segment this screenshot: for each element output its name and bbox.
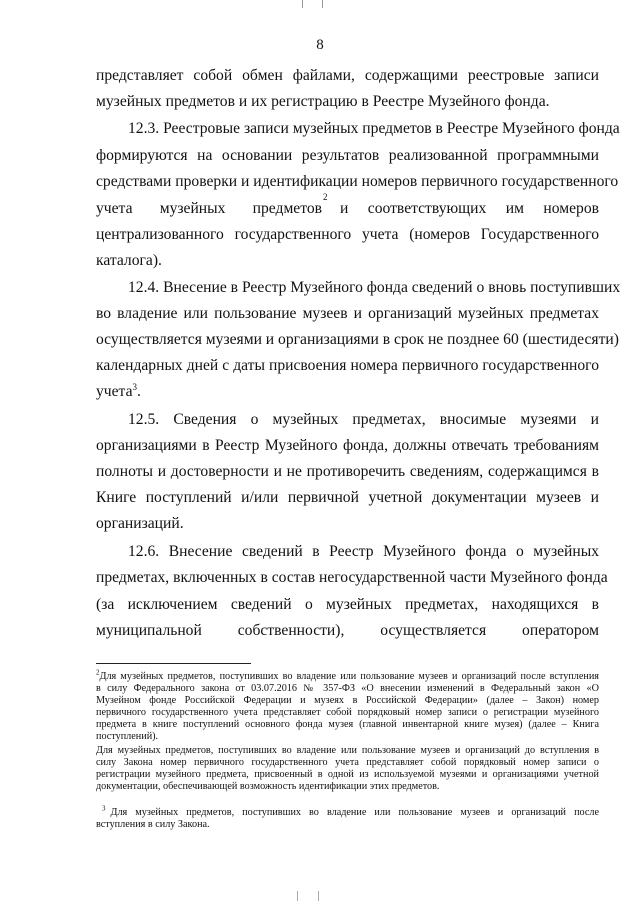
footnote-2-line: в силу Федерального закона от 03.07.2016 № 357-ФЗ «О внесении изменений в Федеральный закон «О: [96, 683, 599, 694]
text-line: во владение или пользование музеев и организаций музейных предметах: [96, 305, 599, 322]
text-line: каталога).: [96, 252, 162, 269]
text-line: муниципальной собственности), осуществляется оператором: [96, 622, 599, 639]
footnote-text: Для музейных предметов, поступивших во владение или пользование музеев и организаций после вступления: [99, 671, 599, 682]
footnote-2-line: документации, обеспечивающей возможность идентификации этих предметов.: [96, 781, 440, 792]
footnote-2-line: поступлений).: [96, 731, 159, 742]
footnote-ref-3: 3: [132, 381, 137, 392]
footnote-2-line: Музейном фонде Российской Федерации и музеях в Российской Федерации» (далее – Закон) номер: [96, 695, 599, 706]
footnote-mark-2: 2: [96, 668, 100, 677]
text-line: организациями в Реестр Музейного фонда, должны отвечать требованиям: [96, 437, 599, 454]
text-line: Книге поступлений и/или первичной учетной документации музеев и: [96, 489, 599, 506]
footnote-2-line: первичного государственного учета представляет собой порядковый номер записи о регистрации музейного: [96, 707, 599, 718]
footnote-separator: [96, 663, 251, 664]
text-segment: и соответствующих им номеров: [340, 200, 599, 217]
text-line: музейных предметов и их регистрацию в Реестре Музейного фонда.: [96, 93, 550, 110]
footnote-mark-3: 3: [102, 804, 106, 813]
scan-mark: [322, 0, 323, 8]
footnote-2-line: предмета в книге поступлений основного фонда музея (главной инвентарной книге музея) (далее – Книга: [96, 719, 599, 730]
scan-mark: [318, 891, 319, 901]
text-line: календарных дней с даты присвоения номера первичного государственного: [96, 357, 599, 374]
text-line: предметах, включенных в состав негосударственной части Музейного фонда: [96, 569, 608, 586]
text-line: организаций.: [96, 515, 184, 532]
text-segment: учета музейных предметов: [96, 200, 322, 217]
text-line: формируются на основании результатов реализованной программными: [96, 147, 599, 164]
text-line: полноты и достоверности и не противоречить сведениям, содержащимся в: [96, 463, 599, 480]
footnote-2-line: силу Закона номер первичного государственного учета представляет собой порядковый номер записи о: [96, 757, 599, 768]
text-line: представляет собой обмен файлами, содержащими реестровые записи: [96, 67, 599, 84]
paragraph-12-6-start: 12.6. Внесение сведений в Реестр Музейного фонда о музейных: [128, 543, 599, 560]
footnote-3-line: вступления в силу Закона.: [96, 819, 210, 830]
footnote-2-line: Для музейных предметов, поступивших во владение или пользование музеев и организаций до вступления в: [96, 745, 599, 756]
footnote-3-line: [96, 804, 599, 819]
footnote-2-line: [96, 668, 599, 683]
scan-mark: [302, 0, 303, 8]
paragraph-12-4-start: 12.4. Внесение в Реестр Музейного фонда сведений о вновь поступивших: [128, 279, 621, 296]
text-line-with-footnote: [96, 380, 599, 404]
text-line: осуществляется музеями и организациями в срок не позднее 60 (шестидесяти): [96, 331, 619, 348]
text-line: централизованного государственного учета (номеров Государственного: [96, 226, 599, 243]
text-segment: .: [137, 383, 141, 400]
text-line-with-footnote: учета музейных предметов 2 и соответствующих им номеров: [96, 197, 599, 221]
page-number: 8: [316, 37, 324, 53]
text-segment: учета: [96, 383, 133, 400]
text-line: средствами проверки и идентификации номеров первичного государственного: [96, 173, 619, 190]
scan-mark: [297, 891, 298, 901]
footnote-text: Для музейных предметов, поступивших во владение или пользование музеев и организаций после: [110, 807, 599, 818]
text-line: (за исключением сведений о музейных предметах, находящихся в: [96, 596, 599, 613]
paragraph-12-3-start: 12.3. Реестровые записи музейных предметов в Реестре Музейного фонда: [128, 120, 620, 137]
footnote-2-line: регистрации музейного предмета, присвоенный в одной из используемой музеями и организациями учетной: [96, 769, 599, 780]
paragraph-12-5-start: 12.5. Сведения о музейных предметах, вносимые музеями и: [128, 411, 599, 428]
